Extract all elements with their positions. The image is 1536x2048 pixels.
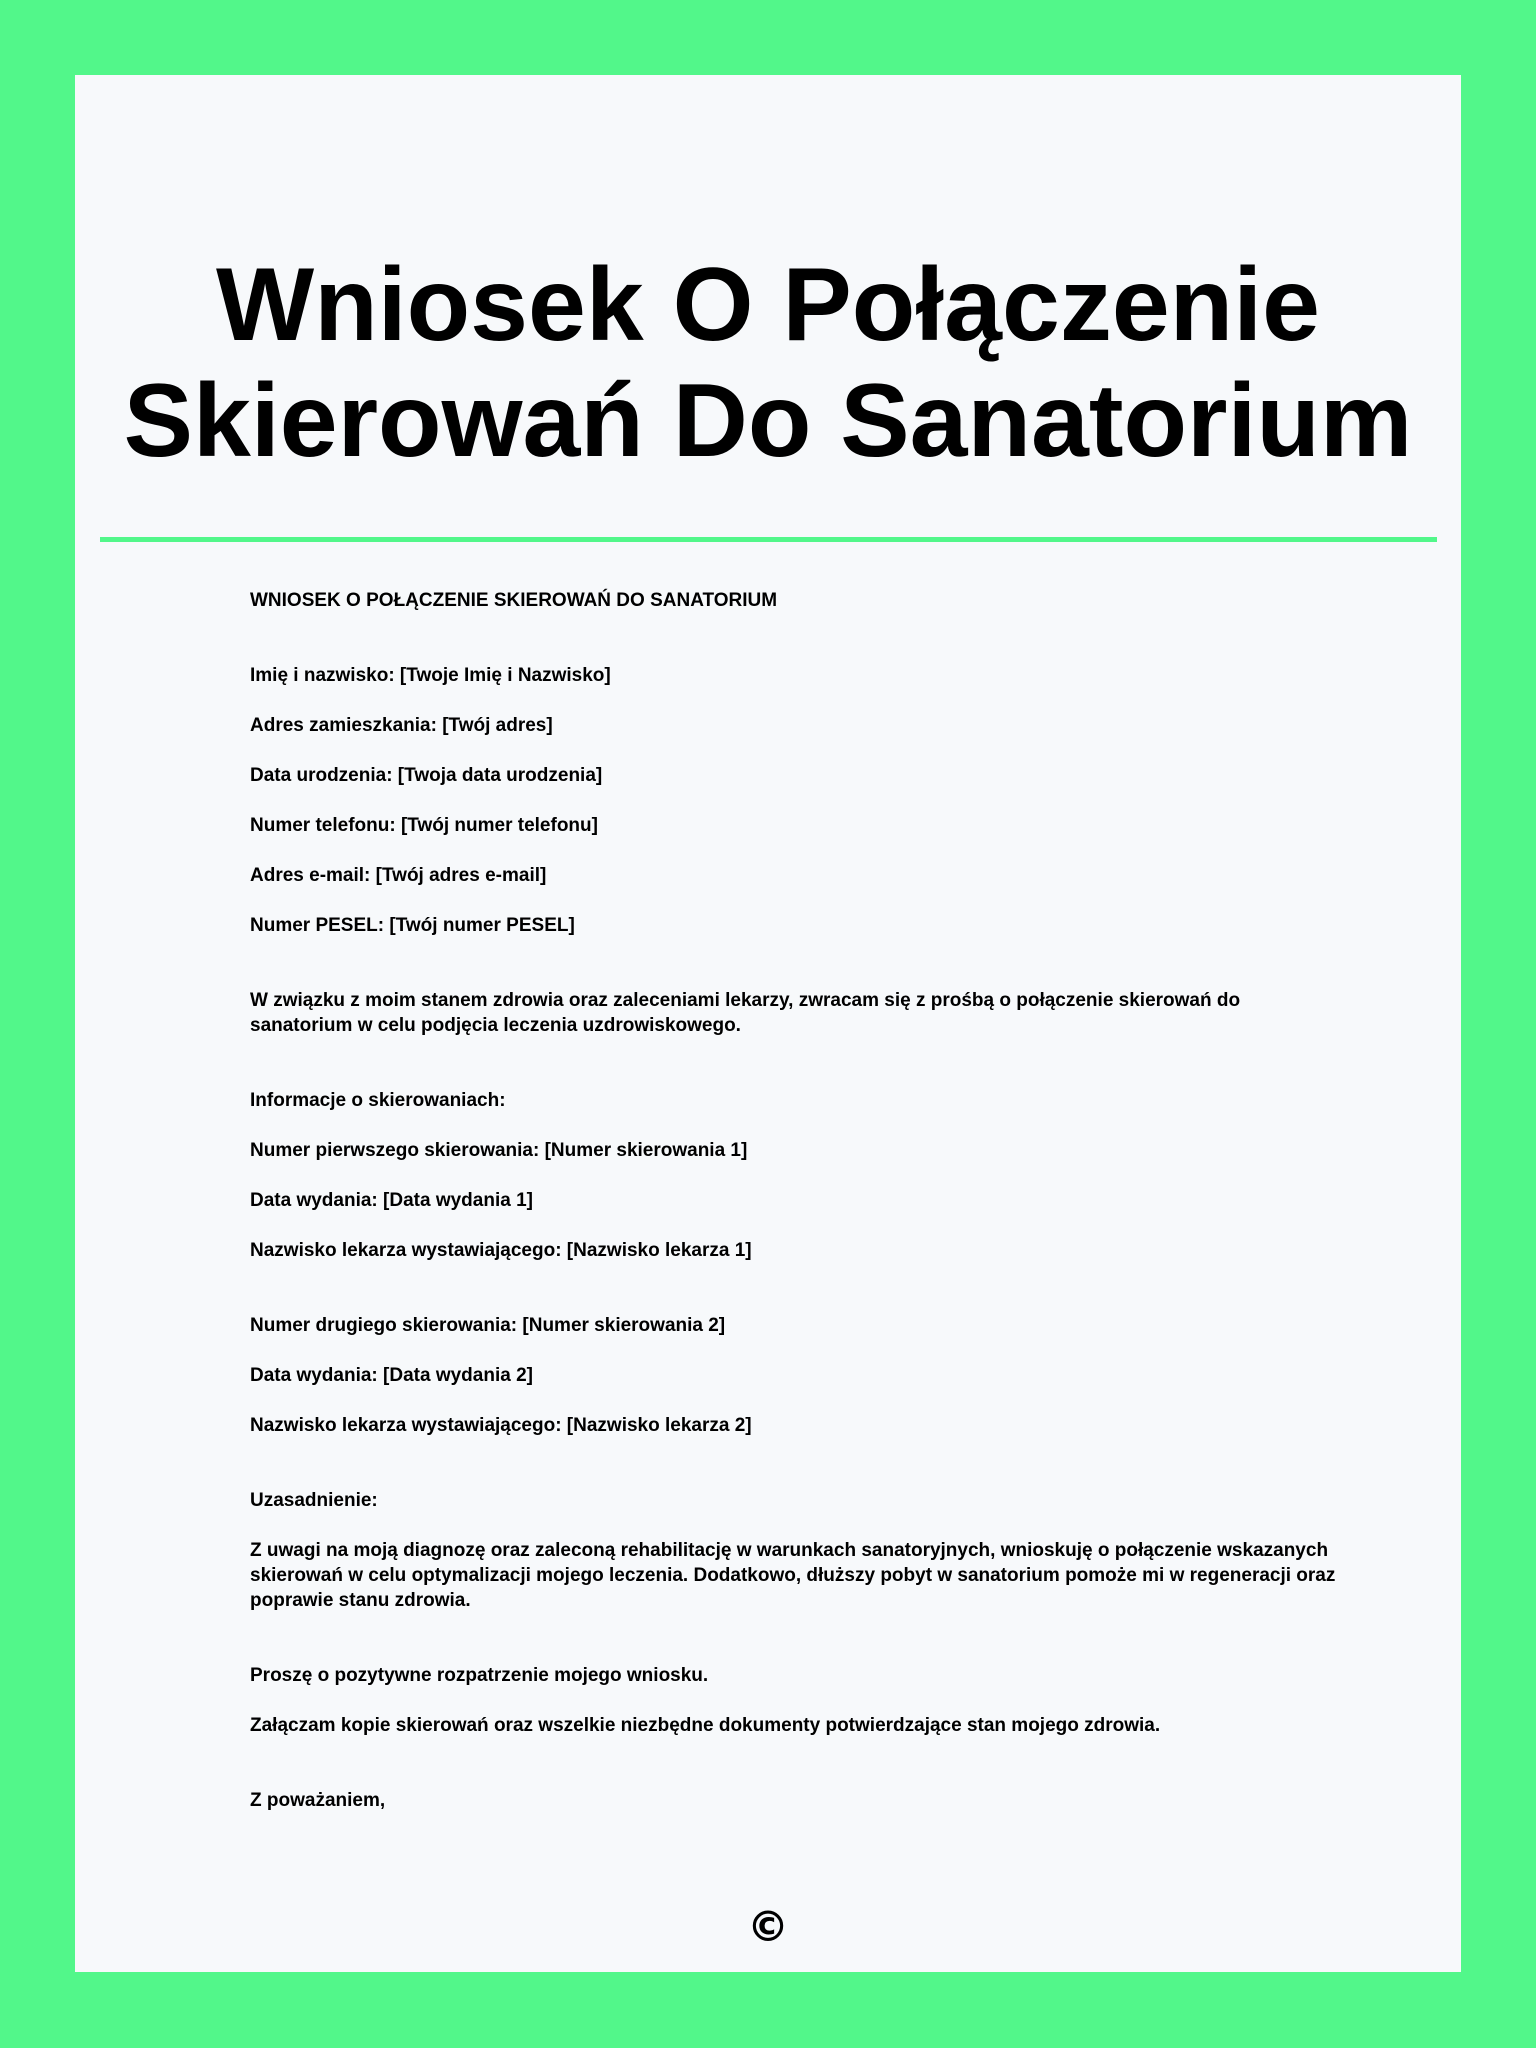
field-address: Adres zamieszkania: [Twój adres]: [250, 715, 553, 736]
title-divider: [100, 537, 1437, 542]
request-paragraph: Proszę o pozytywne rozpatrzenie mojego wniosku.: [250, 1665, 709, 1686]
referral1-date: Data wydania: [Data wydania 1]: [250, 1190, 533, 1211]
field-birthdate: Data urodzenia: [Twoja data urodzenia]: [250, 765, 603, 786]
intro-paragraph: W związku z moim stanem zdrowia oraz zaleceniami lekarzy, zwracam się z prośbą o połączenie skierowań do sanatorium w celu podjęcia leczenia uzdrowiskowego.: [250, 990, 1241, 1036]
document-page: [75, 75, 1461, 1972]
referral1-doctor: Nazwisko lekarza wystawiającego: [Nazwisko lekarza 1]: [250, 1240, 752, 1261]
letter-body: [250, 588, 1340, 1813]
referral2-doctor: Nazwisko lekarza wystawiającego: [Nazwisko lekarza 2]: [250, 1415, 752, 1436]
title-line-1: Wniosek O Połączenie: [216, 247, 1320, 363]
closing-line: Z poważaniem,: [250, 1790, 386, 1811]
field-email: Adres e-mail: [Twój adres e-mail]: [250, 865, 547, 886]
title-line-2: Skierowań Do Sanatorium: [123, 363, 1413, 479]
copyright-symbol: ©: [747, 1902, 789, 1951]
referrals-label: Informacje o skierowaniach:: [250, 1090, 506, 1111]
referral2-number: Numer drugiego skierowania: [Numer skierowania 2]: [250, 1315, 726, 1336]
field-phone: Numer telefonu: [Twój numer telefonu]: [250, 815, 598, 836]
document-title: [75, 247, 1461, 479]
attachments-paragraph: Załączam kopie skierowań oraz wszelkie niezbędne dokumenty potwierdzające stan mojego zdrowia.: [250, 1715, 1161, 1736]
referral1-number: Numer pierwszego skierowania: [Numer skierowania 1]: [250, 1140, 748, 1161]
justification-paragraph: Z uwagi na moją diagnozę oraz zaleconą rehabilitację w warunkach sanatoryjnych, wnioskuję o połączenie wskazanych skierowań w celu optymalizacji mojego leczenia. Dodatkowo, dłuższy pobyt w sanatorium pomoże mi w regeneracji oraz poprawie stanu zdrowia.: [250, 1540, 1336, 1611]
justification-label: Uzasadnienie:: [250, 1490, 378, 1511]
referral2-date: Data wydania: [Data wydania 2]: [250, 1365, 533, 1386]
field-pesel: Numer PESEL: [Twój numer PESEL]: [250, 915, 575, 936]
field-name: Imię i nazwisko: [Twoje Imię i Nazwisko]: [250, 665, 611, 686]
letter-heading: WNIOSEK O POŁĄCZENIE SKIEROWAŃ DO SANATORIUM: [250, 590, 778, 611]
